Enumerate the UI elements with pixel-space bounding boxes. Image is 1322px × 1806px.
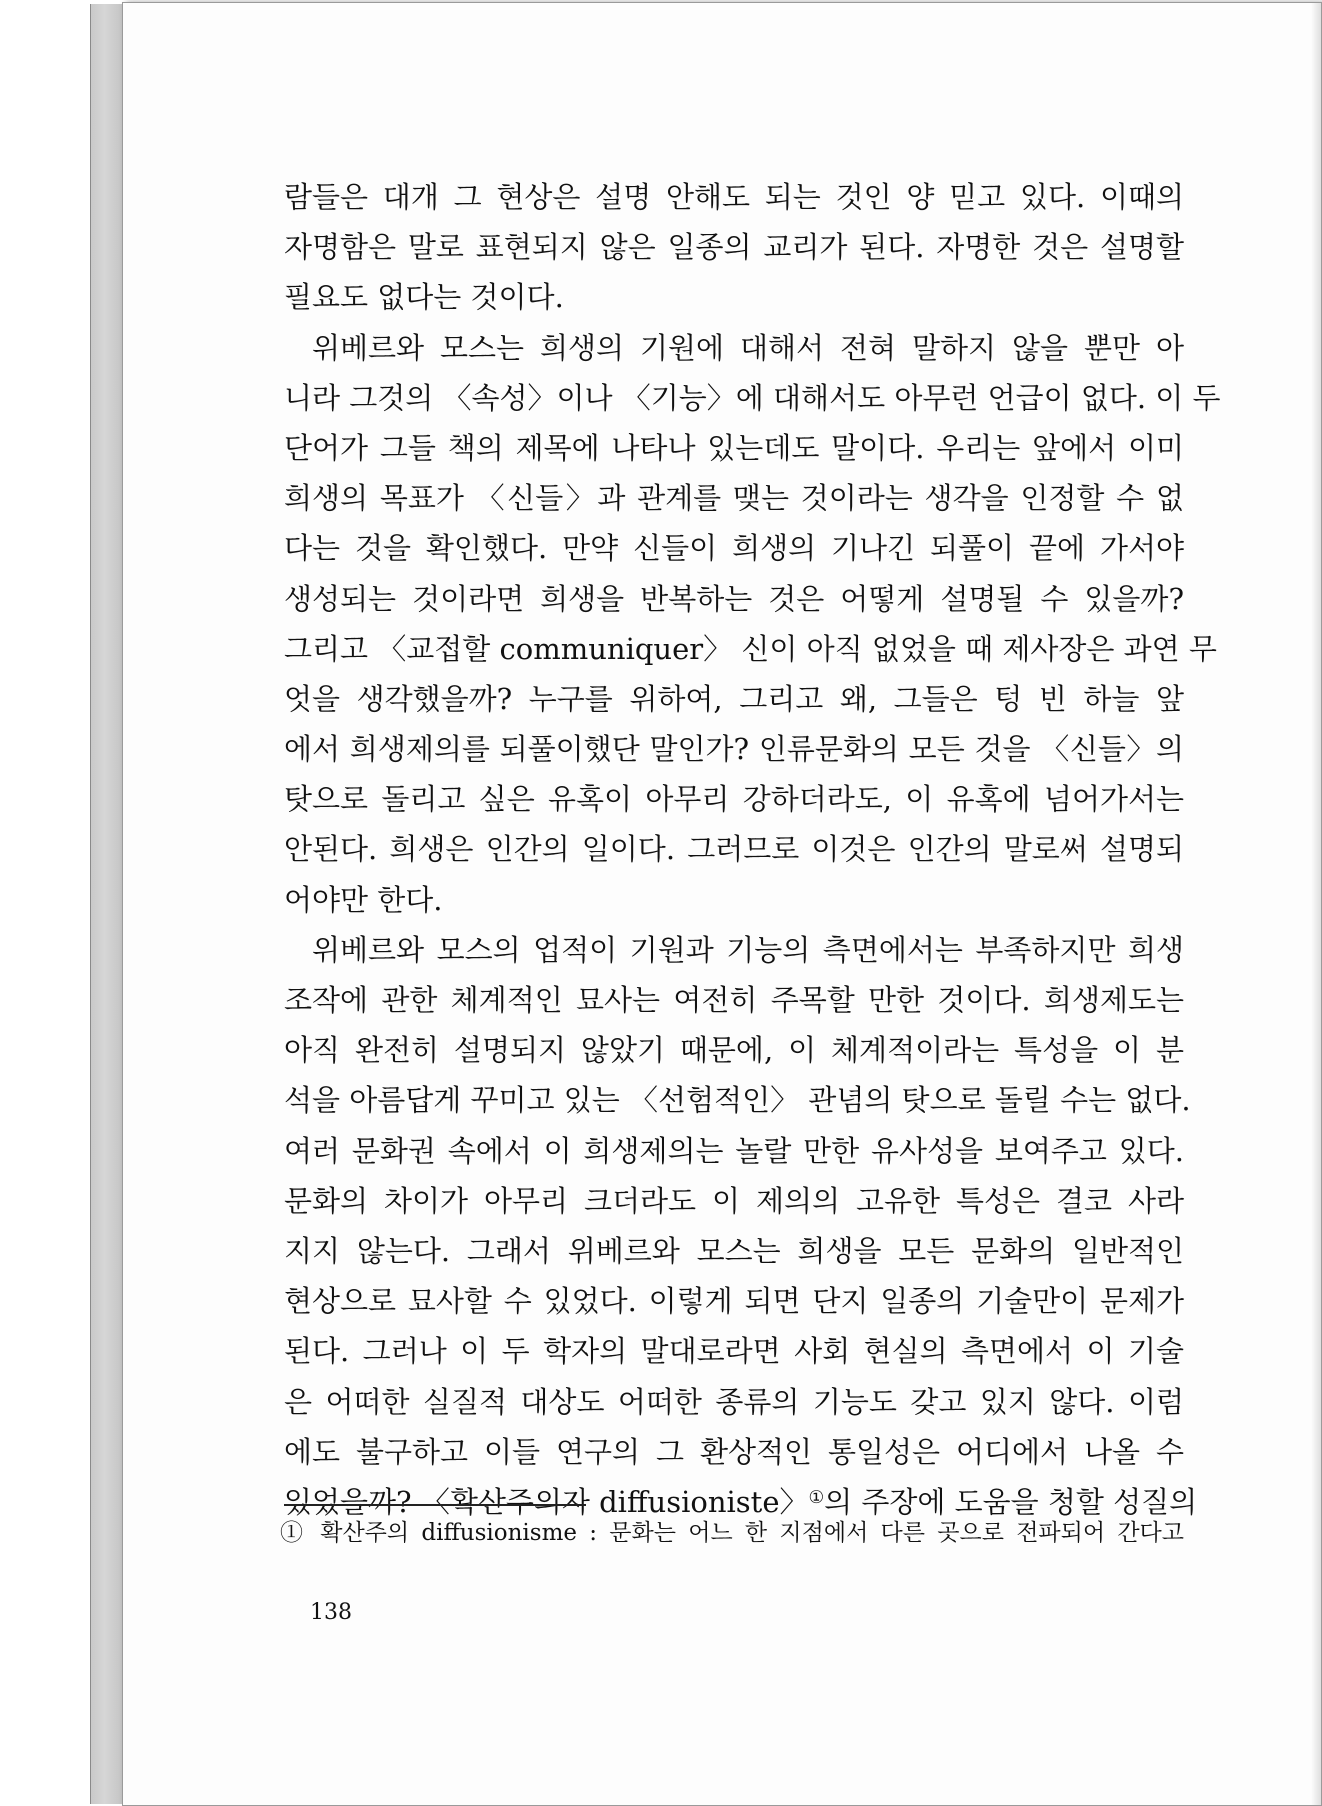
text-line: 그리고 〈교접할 communiquer〉 신이 아직 없었을 때 제사장은 과연 무 [284, 631, 1217, 666]
text-line: 생성되는 것이라면 희생을 반복하는 것은 어떻게 설명될 수 있을까? [284, 581, 1184, 616]
text-line: 현상으로 묘사할 수 있었다. 이렇게 되면 단지 일종의 기술만이 문제가 [284, 1284, 1184, 1319]
text-line: 위베르와 모스는 희생의 기원에 대해서 전혀 말하지 않을 뿐만 아 [312, 330, 1184, 365]
text-line: 필요도 없다는 것이다. [284, 280, 564, 315]
text-line: 에서 희생제의를 되풀이했단 말인가? 인류문화의 모든 것을 〈신들〉의 [284, 732, 1184, 767]
text-line: 여러 문화권 속에서 이 희생제의는 놀랄 만한 유사성을 보여주고 있다. [284, 1133, 1184, 1168]
text-line: 아직 완전히 설명되지 않았기 때문에, 이 체계적이라는 특성을 이 분 [284, 1033, 1184, 1068]
body-text [284, 172, 1221, 1527]
text-segment: 있었을까? 〈확산주의자 diffusioniste〉 [284, 1484, 809, 1519]
footnote-divider [284, 1504, 586, 1506]
text-line: 문화의 차이가 아무리 크더라도 이 제의의 고유한 특성은 결코 사라 [284, 1183, 1184, 1218]
text-line: 희생의 목표가 〈신들〉과 관계를 맺는 것이라는 생각을 인정할 수 없 [284, 481, 1184, 516]
text-segment: 의 주장에 도움을 청할 성질의 [824, 1484, 1198, 1519]
text-line: 자명함은 말로 표현되지 않은 일종의 교리가 된다. 자명한 것은 설명할 [284, 230, 1184, 265]
book-spine [90, 4, 125, 1804]
text-line: 엇을 생각했을까? 누구를 위하여, 그리고 왜, 그들은 텅 빈 하늘 앞 [284, 681, 1184, 716]
text-line: 은 어떠한 실질적 대상도 어떠한 종류의 기능도 갖고 있지 않다. 이럼 [284, 1384, 1184, 1419]
text-line: 조작에 관한 체계적인 묘사는 여전히 주목할 만한 것이다. 희생제도는 [284, 983, 1184, 1017]
text-line: 단어가 그들 책의 제목에 나타나 있는데도 말이다. 우리는 앞에서 이미 [284, 430, 1184, 465]
text-line: 에도 불구하고 이들 연구의 그 환상적인 통일성은 어디에서 나올 수 [284, 1434, 1184, 1469]
text-line: 람들은 대개 그 현상은 설명 안해도 되는 것인 양 믿고 있다. 이때의 [284, 180, 1184, 214]
footnote: ① 확산주의 diffusionisme : 문화는 어느 한 지점에서 다른 곳으로 전파되어 간다고 [280, 1520, 1184, 1546]
text-line: 니라 그것의 〈속성〉이나 〈기능〉에 대해서도 아무런 언급이 없다. 이 두 [284, 380, 1221, 415]
page-edge-shadow [1311, 3, 1321, 1805]
text-line: 어야만 한다. [284, 882, 443, 917]
text-line: 다는 것을 확인했다. 만약 신들이 희생의 기나긴 되풀이 끝에 가서야 [284, 531, 1184, 566]
text-line: 석을 아름답게 꾸미고 있는 〈선험적인〉 관념의 탓으로 돌릴 수는 없다. [284, 1083, 1191, 1118]
footnote-reference: ① [808, 1487, 825, 1508]
text-line: 안된다. 희생은 인간의 일이다. 그러므로 이것은 인간의 말로써 설명되 [284, 832, 1184, 867]
text-line: 지지 않는다. 그래서 위베르와 모스는 희생을 모든 문화의 일반적인 [284, 1233, 1184, 1268]
text-line: 위베르와 모스의 업적이 기원과 기능의 측면에서는 부족하지만 희생 [312, 932, 1184, 967]
text-line: 된다. 그러나 이 두 학자의 말대로라면 사회 현실의 측면에서 이 기술 [284, 1334, 1184, 1369]
text-line: 탓으로 돌리고 싶은 유혹이 아무리 강하더라도, 이 유혹에 넘어가서는 [284, 782, 1184, 817]
page-number: 138 [310, 1600, 352, 1625]
